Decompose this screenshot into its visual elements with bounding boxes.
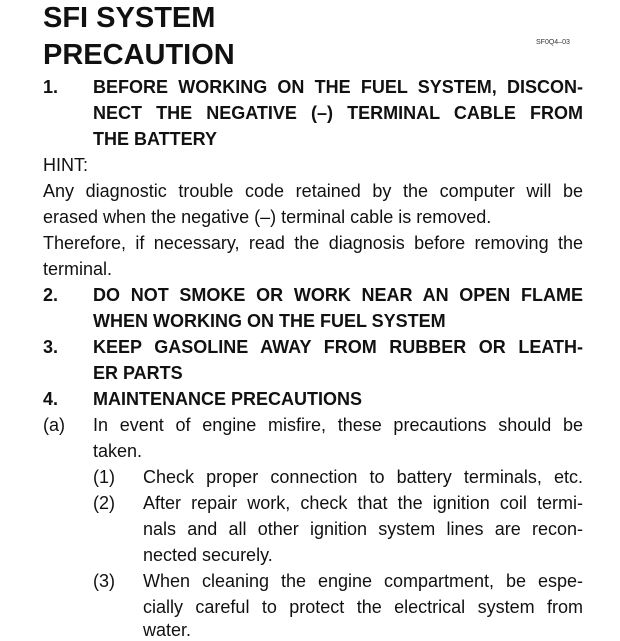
page-title: SFI SYSTEM: [43, 2, 216, 34]
hint-text-line: terminal.: [43, 259, 113, 279]
sub-text-line: In event of engine misfire, these precautions should be: [93, 415, 583, 435]
item-text-line: WHEN WORKING ON THE FUEL SYSTEM: [93, 311, 446, 331]
item-number: 4.: [43, 389, 59, 409]
item-text-line: BEFORE WORKING ON THE FUEL SYSTEM, DISCON-: [93, 77, 583, 97]
item-text-line: DO NOT SMOKE OR WORK NEAR AN OPEN FLAME: [93, 285, 583, 305]
subitem-text-line: Check proper connection to battery terminals, etc.: [143, 467, 583, 487]
item-text-line: MAINTENANCE PRECAUTIONS: [93, 389, 363, 409]
item-text-line: THE BATTERY: [93, 129, 217, 149]
subitem-number: (1): [93, 467, 115, 487]
subitem-text-line: water.: [143, 620, 192, 640]
subitem-text-line: cially careful to protect the electrical system from: [143, 597, 583, 617]
sub-text-line: taken.: [93, 441, 143, 461]
doc-code: SF0Q4–03: [536, 39, 570, 46]
subitem-number: (2): [93, 493, 115, 513]
item-number: 1.: [43, 77, 59, 97]
hint-text-line: erased when the negative (–) terminal cable is removed.: [43, 207, 492, 227]
sub-label: (a): [43, 415, 65, 435]
item-number: 3.: [43, 337, 59, 357]
item-text-line: NECT THE NEGATIVE (–) TERMINAL CABLE FROM: [93, 103, 583, 123]
hint-text-line: Any diagnostic trouble code retained by the computer will be: [43, 181, 583, 201]
hint-text-line: Therefore, if necessary, read the diagnosis before removing the: [43, 233, 583, 253]
subitem-number: (3): [93, 571, 115, 591]
hint-label: HINT:: [43, 155, 88, 175]
subitem-text-line: After repair work, check that the ignition coil termi-: [143, 493, 583, 513]
item-text-line: KEEP GASOLINE AWAY FROM RUBBER OR LEATH-: [93, 337, 583, 357]
item-text-line: ER PARTS: [93, 363, 183, 383]
section-title: PRECAUTION: [43, 39, 235, 71]
subitem-text-line: nals and all other ignition system lines are recon-: [143, 519, 583, 539]
subitem-text-line: nected securely.: [143, 545, 273, 565]
subitem-text-line: When cleaning the engine compartment, be espe-: [143, 571, 583, 591]
item-number: 2.: [43, 285, 59, 305]
